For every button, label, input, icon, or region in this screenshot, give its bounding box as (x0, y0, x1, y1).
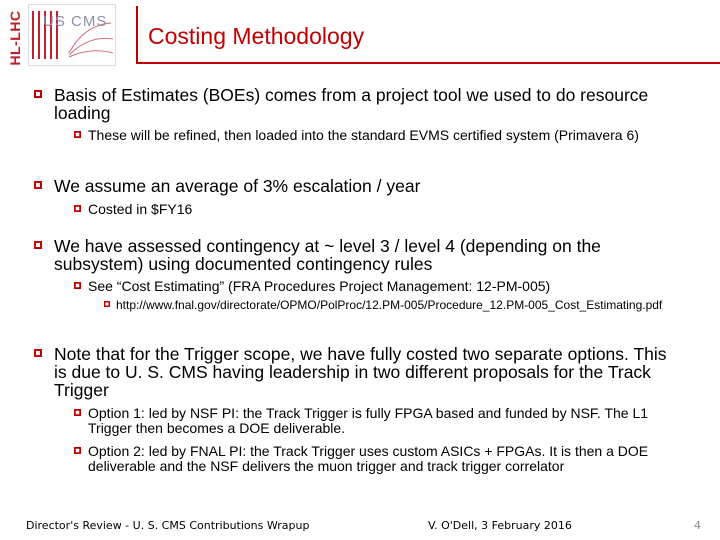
footer-presentation-title: Director's Review - U. S. CMS Contributions Wrapup (26, 519, 310, 532)
sub-bullet-costed (74, 202, 674, 217)
footer-page-number: 4 (694, 519, 701, 532)
bullet-contingency (36, 237, 676, 273)
bullet-text: Note that for the Trigger scope, we have fully costed two separate options. This is due to U. S. CMS having leadership in two different proposals for the Track Trigger (54, 344, 667, 400)
bullet-square-icon (74, 205, 81, 212)
sub-bullet-cost-estimating (74, 279, 674, 294)
bullet-text: See “Cost Estimating” (FRA Procedures Project Management: 12-PM-005) (88, 278, 551, 294)
bullet-square-icon (34, 90, 42, 98)
bullet-square-icon (74, 282, 81, 289)
bullet-square-icon (104, 301, 110, 307)
header-divider-horizontal (136, 62, 720, 64)
procedure-link[interactable]: http://www.fnal.gov/directorate/OPMO/PolProc/12.PM-005/Procedure_12.PM-005_Cost_Estimating.pdf (116, 298, 663, 312)
bullet-text: We have assessed contingency at ~ level 3 / level 4 (depending on the subsystem) using documented contingency rules (54, 236, 601, 274)
bullet-text: Costed in $FY16 (88, 201, 193, 217)
footer-author-date: V. O'Dell, 3 February 2016 (428, 519, 572, 532)
bullet-square-icon (74, 131, 81, 138)
bullet-text: We assume an average of 3% escalation / year (54, 176, 421, 196)
bullet-square-icon (34, 181, 42, 189)
sub-sub-bullet-url (104, 299, 664, 312)
bullet-text: Basis of Estimates (BOEs) comes from a project tool we used to do resource loading (54, 85, 649, 123)
bullet-square-icon (34, 349, 42, 357)
bullet-square-icon (74, 409, 81, 416)
sub-bullet-refined (74, 128, 674, 143)
bullet-trigger-scope (36, 345, 676, 399)
bullet-escalation (36, 177, 676, 195)
us-cms-logo (28, 4, 116, 66)
sub-bullet-option-2 (74, 444, 674, 474)
sub-bullet-option-1 (74, 406, 674, 436)
bullet-boe (36, 86, 676, 122)
hl-lhc-text: HL-LHC (7, 10, 23, 66)
bullet-text: Option 1: led by NSF PI: the Track Trigger is fully FPGA based and funded by NSF. The L1 Trigger then becomes a DOE deliverable. (88, 405, 649, 436)
bullet-text: Option 2: led by FNAL PI: the Track Trigger uses custom ASICs + FPGAs. It is then a DOE deliverable and the NSF delivers the muon trigger and track trigger correlator (88, 443, 649, 474)
bullet-square-icon (74, 447, 81, 454)
header-divider-vertical (136, 6, 138, 64)
bullet-text: These will be refined, then loaded into the standard EVMS certified system (Primavera 6) (88, 127, 639, 143)
bullet-square-icon (34, 241, 42, 249)
logo-text: US CMS (43, 13, 108, 30)
hl-lhc-side-label (6, 8, 24, 68)
slide-title: Costing Methodology (148, 23, 365, 49)
